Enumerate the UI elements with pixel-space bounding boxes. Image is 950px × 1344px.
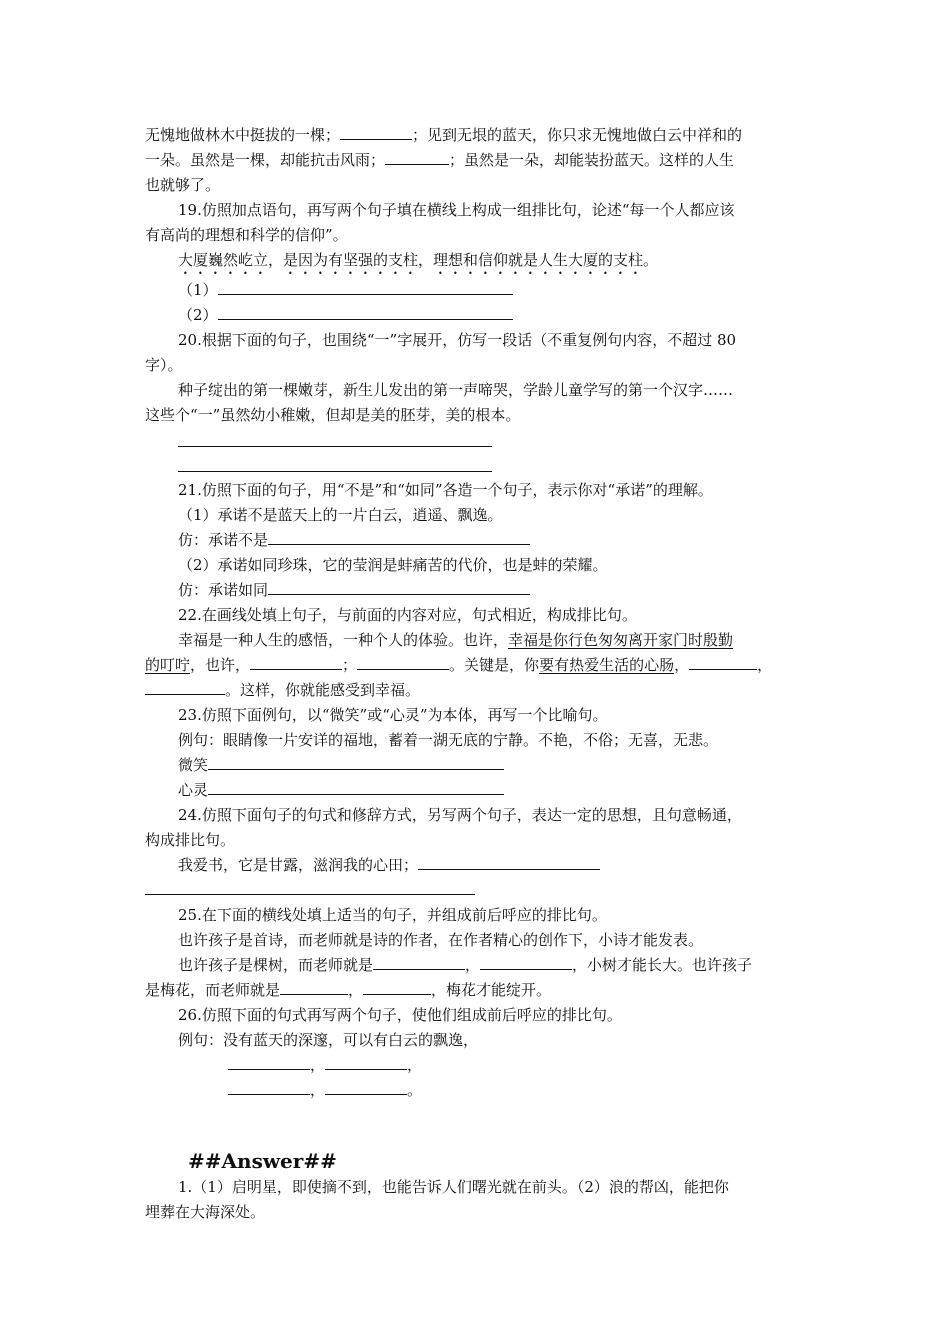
- q23-example: 例句：眼睛像一片安详的福地，蓄着一湖无底的宁静。不艳，不俗；无喜，无悲。: [178, 731, 719, 749]
- answer-blank[interactable]: [268, 528, 530, 545]
- q22-line-3: [145, 678, 810, 703]
- q26-answer-line-2: [145, 1078, 810, 1103]
- q22-text: 。关键是，你: [449, 656, 540, 674]
- q22-text: 幸福是一种人生的感悟，一种个人的体验。也许，: [178, 631, 509, 649]
- q22-line-1: [145, 628, 810, 653]
- q23-answer-heart: [145, 778, 810, 803]
- answer-line-2: 埋葬在大海深处。: [145, 1203, 266, 1221]
- intro-text: ；虽然是一朵，却能装扮蓝天。这样的人生: [449, 151, 735, 169]
- q25-title: 25.在下面的横线处填上适当的句子，并组成前后呼应的排比句。: [178, 906, 607, 924]
- q20-answer-line[interactable]: [145, 453, 810, 478]
- underlined-text: 的叮咛: [145, 656, 191, 674]
- q21-sentence-2: （2）承诺如同珍珠，它的莹润是蚌痛苦的代价，也是蚌的荣耀。: [178, 556, 608, 574]
- answer-blank[interactable]: [218, 278, 513, 295]
- q25-text: ，梅花才能绽开。: [431, 981, 552, 999]
- underlined-text: 要有热爱生活的心肠: [539, 656, 675, 674]
- subject-label: 微笑: [178, 756, 209, 774]
- q25-text: 是梅花，而老师就是: [145, 981, 281, 999]
- q26-text: ，: [407, 1056, 423, 1074]
- q24-example: [145, 853, 810, 878]
- answer-blank[interactable]: [363, 978, 431, 995]
- answer-blank[interactable]: [480, 953, 572, 970]
- answer-blank[interactable]: [340, 123, 412, 140]
- intro-text: 无愧地做林木中挺拔的一棵；: [145, 126, 341, 144]
- imitate-prefix: 仿：承诺不是: [178, 531, 269, 549]
- q24-text: 我爱书，它是甘露，滋润我的心田；: [178, 856, 419, 874]
- answer-blank[interactable]: [373, 953, 465, 970]
- q22-line-2: [145, 653, 810, 678]
- answer-blank[interactable]: [228, 1078, 310, 1095]
- q19-title-cont: 有高尚的理想和科学的信仰”。: [145, 226, 348, 244]
- q25-sentence-2: [145, 953, 810, 978]
- q26-text: 。: [407, 1081, 423, 1099]
- answer-line-1: 1.（1）启明星，即使摘不到，也能告诉人们曙光就在前头。（2）浪的帮凶，能把你: [178, 1178, 729, 1196]
- q26-answer-line-1: [145, 1053, 810, 1078]
- answer-blank[interactable]: [325, 1078, 407, 1095]
- answer-blank[interactable]: [418, 853, 600, 870]
- answer-blank[interactable]: [218, 303, 513, 320]
- dotted-example-sentence: 大厦巍然屹立，是因为有坚强的支柱，理想和信仰就是人生大厦的支柱。: [178, 251, 659, 269]
- q25-sentence-1: 也许孩子是首诗，而老师就是诗的作者，在作者精心的创作下，小诗才能发表。: [178, 931, 704, 949]
- answer-blank[interactable]: [250, 653, 342, 670]
- document-page: [145, 123, 810, 1225]
- q20-answer-line[interactable]: [145, 428, 810, 453]
- answer-blank[interactable]: [325, 1053, 407, 1070]
- intro-line-3: 也就够了。: [145, 176, 221, 194]
- q20-example-2: 这些个“一”虽然幼小稚嫩，但却是美的胚芽，美的根本。: [145, 406, 521, 424]
- intro-line-1: [145, 123, 810, 148]
- q22-text: ，: [757, 656, 773, 674]
- answer-blank[interactable]: [228, 1053, 310, 1070]
- q22-title: 22.在画线处填上句子，与前面的内容对应，句式相近，构成排比句。: [178, 606, 637, 624]
- answer-blank[interactable]: [280, 978, 348, 995]
- answer-blank[interactable]: [268, 578, 530, 595]
- answer-blank[interactable]: [208, 778, 504, 795]
- answer-blank[interactable]: [357, 653, 449, 670]
- q24-title: 24.仿照下面句子的句式和修辞方式，另写两个句子，表达一定的思想，且句意畅通，: [178, 806, 742, 824]
- q25-text: ，小树才能长大。也许孩子: [572, 956, 753, 974]
- intro-line-2: [145, 148, 810, 173]
- q19-title: 19.仿照加点语句，再写两个句子填在横线上构成一组排比句，论述“每一个人都应该: [178, 201, 735, 219]
- q24-answer-line: [145, 878, 810, 903]
- q21-imitate-1: [145, 528, 810, 553]
- q26-text: ，: [310, 1081, 326, 1099]
- q19-answer-line-2: [145, 303, 810, 328]
- q22-text: ，: [674, 656, 690, 674]
- q19-answer-line-1: [145, 278, 810, 303]
- q26-title: 26.仿照下面的句式再写两个句子，使他们组成前后呼应的排比句。: [178, 1006, 622, 1024]
- answer-blank[interactable]: [145, 878, 475, 895]
- q22-text: ，也许，: [190, 656, 251, 674]
- answer-blank[interactable]: [385, 148, 449, 165]
- imitate-prefix: 仿：承诺如同: [178, 581, 269, 599]
- q20-example-1: 种子绽出的第一棵嫩芽，新生儿发出的第一声啼哭，学龄儿童学写的第一个汉字……: [178, 381, 734, 399]
- answer-label: （2）: [178, 306, 218, 324]
- answer-label: （1）: [178, 281, 218, 299]
- q22-text: ；: [342, 656, 358, 674]
- subject-label: 心灵: [178, 781, 209, 799]
- answer-heading: ##Answer##: [188, 1149, 337, 1173]
- q25-text: 也许孩子是棵树，而老师就是: [178, 956, 374, 974]
- q26-text: ，: [310, 1056, 326, 1074]
- answer-blank[interactable]: [208, 753, 504, 770]
- q25-text: ，: [465, 956, 481, 974]
- q20-title-cont: 字）。: [145, 356, 183, 374]
- q24-title-cont: 构成排比句。: [145, 831, 236, 849]
- q25-sentence-3: [145, 978, 810, 1003]
- answer-blank[interactable]: [145, 678, 225, 695]
- underlined-text: 幸福是你行色匆匆离开家门时殷勤: [508, 631, 734, 649]
- q26-example: 例句：没有蓝天的深邃，可以有白云的飘逸，: [178, 1031, 479, 1049]
- q21-imitate-2: [145, 578, 810, 603]
- answer-blank[interactable]: [689, 653, 757, 670]
- q23-answer-smile: [145, 753, 810, 778]
- intro-text: 一朵。虽然是一棵，却能抗击风雨；: [145, 151, 386, 169]
- q22-text: 。这样，你就能感受到幸福。: [225, 681, 421, 699]
- q25-text: ，: [348, 981, 364, 999]
- q19-example: [145, 248, 810, 278]
- intro-text: ；见到无垠的蓝天，你只求无愧地做白云中祥和的: [412, 126, 743, 144]
- q21-title: 21.仿照下面的句子，用“不是”和“如同”各造一个句子，表示你对“承诺”的理解。: [178, 481, 713, 499]
- q21-sentence-1: （1）承诺不是蓝天上的一片白云，逍遥、飘逸。: [178, 506, 503, 524]
- q23-title: 23.仿照下面例句，以“微笑”或“心灵”为本体，再写一个比喻句。: [178, 706, 608, 724]
- q20-title: 20.根据下面的句子，也围绕“一”字展开，仿写一段话（不重复例句内容，不超过 80: [178, 331, 737, 349]
